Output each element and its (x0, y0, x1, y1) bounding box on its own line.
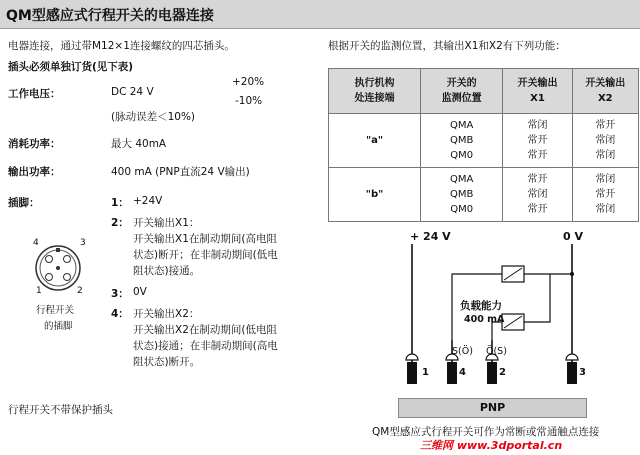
table-row (329, 114, 639, 168)
pnp-bar (398, 398, 587, 418)
column-header (329, 69, 421, 114)
pin-item-1 (111, 195, 129, 210)
pin-1-desc: +24V (133, 195, 163, 207)
pin-number-label: 2 (499, 367, 506, 378)
pins-label: 插脚： (8, 197, 40, 209)
cell-value: QM0 (450, 150, 474, 161)
cell-value: QMB (450, 189, 474, 200)
cell-value: 常闭 (527, 189, 548, 200)
header-line: 处连接端 (354, 93, 395, 104)
cell-value: 常开 (527, 150, 548, 161)
load-label: 负载能力 (460, 300, 502, 312)
cell-value: 常闭 (595, 174, 616, 185)
pin-number: 3： (111, 288, 129, 300)
header-line: 开关输出 (585, 78, 626, 89)
x2-cell (572, 114, 638, 168)
connector-pin-label: 1 (36, 286, 42, 296)
actuator-cell: "a" (329, 114, 421, 168)
cell-value: 常闭 (595, 135, 616, 146)
actuator-cell: "b" (329, 168, 421, 222)
plug-pin-4 (446, 354, 458, 384)
connector-pin-label: 4 (33, 238, 39, 248)
pin-2-line: 开关输出X1在制动期间(高电阻 (133, 233, 277, 245)
voltage-label: 工作电压： (8, 88, 61, 100)
pin-number-label: 4 (459, 367, 466, 378)
order-note: 插头必须单独订货(见下表) (8, 61, 134, 73)
table-header-row (329, 69, 639, 114)
cell-value: 常开 (595, 120, 616, 131)
pin-item-3 (111, 286, 129, 301)
pin-number: 1： (111, 197, 129, 209)
function-intro: 根据开关的监测位置，其输出X1和X2有下列功能： (328, 40, 566, 52)
pin-3-desc: 0V (133, 286, 147, 298)
voltage-tolerance-minus: -10% (235, 95, 263, 107)
cell-value: 常闭 (595, 150, 616, 161)
footer-note: 行程开关不带保护插头 (8, 404, 113, 416)
plug-pin-2 (486, 354, 498, 384)
page-title: QM型感应式行程开关的电器连接 (6, 8, 214, 24)
column-header (503, 69, 572, 114)
pin-item-4 (111, 306, 129, 321)
pin-number: 2： (111, 217, 129, 229)
pin-number-label: 1 (422, 367, 429, 378)
connector-pin-label: 2 (77, 286, 83, 296)
pin-4-line: 阻状态)断开。 (133, 356, 201, 368)
voltage-ripple: (脉动误差＜10%) (111, 111, 196, 123)
consumption-value: 最大 40mA (111, 138, 167, 150)
voltage-value: DC 24 V (111, 86, 154, 98)
connector-caption: 的插脚 (44, 321, 73, 332)
header-bar (0, 0, 640, 29)
header-line: 监测位置 (441, 93, 482, 104)
position-cell (421, 114, 503, 168)
cell-value: 常闭 (595, 204, 616, 215)
o-label: Ö(S) (486, 346, 507, 357)
x1-cell (503, 168, 572, 222)
cell-value: 常闭 (527, 120, 548, 131)
x2-cell (572, 168, 638, 222)
pin-2-line: 阻状态)接通。 (133, 265, 201, 277)
pin-4-line: 状态)接通；在非制动期间(高电 (133, 340, 278, 352)
header-line: X1 (530, 93, 545, 104)
pin-number: 4： (111, 308, 129, 320)
column-header (421, 69, 503, 114)
position-cell (421, 168, 503, 222)
s-label: S(Ö) (452, 346, 473, 357)
pnp-label: PNP (479, 401, 506, 414)
consumption-label: 消耗功率： (8, 138, 61, 150)
header-line: X2 (597, 93, 613, 104)
table-row (329, 168, 639, 222)
cell-value: QMA (450, 120, 474, 131)
pin-4-line: 开关输出X2： (133, 308, 200, 320)
output-value: 400 mA (PNP直流24 V输出) (111, 166, 250, 178)
pin-2-line: 状态)断开；在非制动期间(低电 (133, 249, 278, 261)
cell-value: 常开 (527, 204, 548, 215)
pin-4-line: 开关输出X2在制动期间(低电阻 (133, 324, 277, 336)
load-value: 400 mA (464, 314, 505, 325)
column-header (572, 69, 638, 114)
pin-2-desc (133, 215, 278, 279)
pin-4-desc (133, 306, 278, 370)
header-line: 开关输出 (517, 78, 558, 89)
cell-value: 常开 (527, 135, 548, 146)
connector-pin-label: 3 (80, 238, 86, 248)
x1-cell (503, 114, 572, 168)
circuit-caption: QM型感应式行程开关可作为常断或常通触点连接 (372, 426, 600, 438)
cell-value: QMA (450, 174, 474, 185)
cell-value: QMB (450, 135, 474, 146)
cell-value: 常开 (595, 189, 616, 200)
connector-caption: 行程开关 (36, 305, 75, 316)
plug-pin-3 (566, 354, 578, 384)
cell-value: QM0 (450, 204, 474, 215)
voltage-tolerance-plus: +20% (232, 76, 265, 88)
header-line: 开关的 (446, 78, 477, 89)
function-table (328, 68, 639, 222)
header-line: 执行机构 (354, 78, 395, 89)
pin-2-line: 开关输出X1： (133, 217, 200, 229)
plus-24v-label: + 24 V (410, 230, 451, 243)
watermark: 三维网 www.3dportal.cn (420, 439, 563, 452)
plug-pin-1 (406, 354, 418, 384)
pin-item-2 (111, 215, 129, 230)
zero-v-label: 0 V (563, 230, 583, 243)
output-label: 输出功率： (8, 166, 61, 178)
cell-value: 常开 (527, 174, 548, 185)
pin-number-label: 3 (579, 367, 586, 378)
intro-text: 电器连接，通过带M12×1连接螺纹的四芯插头。 (8, 40, 235, 52)
